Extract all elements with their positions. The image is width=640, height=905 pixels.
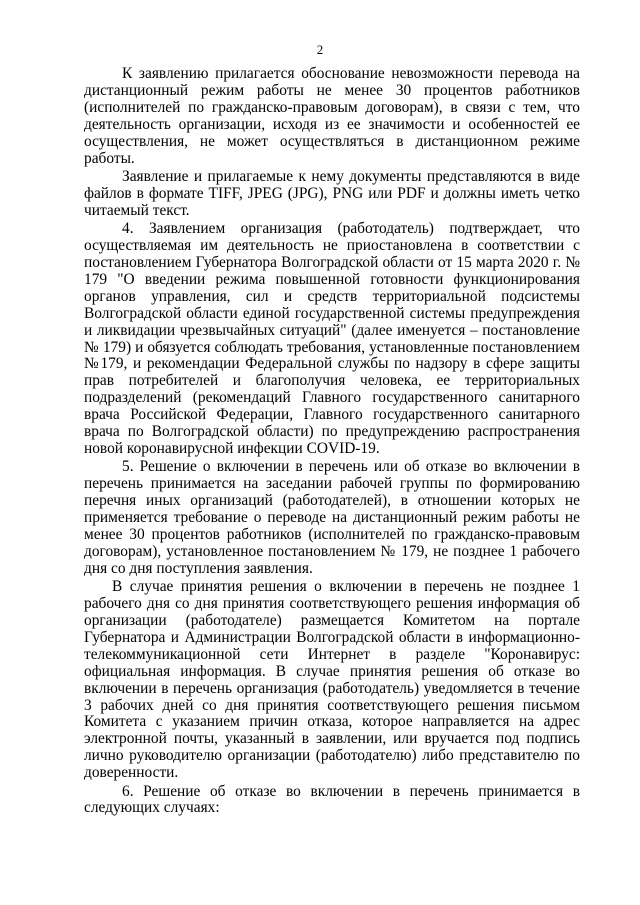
paragraph-justification: К заявлению прилагается обоснование невозможности перевода на дистанционный режим работы не менее 30 процентов работников (исполнителей по гражданско-правовым договорам), в связи с тем, что деятельность организации, исходя из ее значимости и особенностей ее осуществления, не может осуществляться в дистанционном режиме работы. <box>84 65 580 167</box>
paragraph-item-4: 4. Заявлением организация (работодатель) подтверждает, что осуществляемая им деятельность не приостановлена в соответствии с постановлением Губернатора Волгоградской области от 15 марта 2020 г. № 179 "О введении режима повышенной готовности функционирования органов управления, сил и средств территориальной подсистемы Волгоградской области единой государственной системы предупреждения и ликвидации чрезвычайных ситуаций" (далее именуется – постановление № 179) и обязуется соблюдать требования, установленные постановлением №179, и рекомендации Федеральной службы по надзору в сфере защиты прав потребителей и благополучия человека, ее территориальных подразделений (рекомендаций Главного государственного санитарного врача Российской Федерации, Главного государственного санитарного врача по Волгоградской области) по предупреждению распространения новой коронавирусной инфекции COVID-19. <box>84 220 580 457</box>
paragraph-inclusion-decision: В случае принятия решения о включении в перечень не позднее 1 рабочего дня со дня принятия соответствующего решения информация об организации (работодателе) размещается Комитетом на портале Губернатора и Администрации Волгоградской области в информационно-телекоммуникационной сети Интернет в разделе "Коронавирус: официальная информация. В случае принятия решения об отказе во включении в перечень организация (работодатель) уведомляется в течение 3 рабочих дней со дня принятия соответствующего решения письмом Комитета с указанием причин отказа, которое направляется на адрес электронной почты, указанный в заявлении, или вручается под подпись лично руководителю организации (работодателю) либо представителю по доверенности. <box>84 578 580 782</box>
paragraph-file-formats: Заявление и прилагаемые к нему документы представляются в виде файлов в формате TIFF, JPEG (JPG), PNG или PDF и должны иметь четко читаемый текст. <box>84 167 580 219</box>
paragraph-item-6: 6. Решение об отказе во включении в перечень принимается в следующих случаях: <box>84 782 580 817</box>
page-number: 2 <box>316 42 324 57</box>
paragraph-item-5: 5. Решение о включении в перечень или об отказе во включении в перечень принимается на заседании рабочей группы по формированию перечня иных организаций (работодателей), в отношении которых не применяется требование о переводе на дистанционный режим работы не менее 30 процентов работников (исполнителей по гражданско-правовым договорам), установленное постановлением № 179, не позднее 1 рабочего дня со дня поступления заявления. <box>84 458 580 577</box>
document-body <box>84 66 580 819</box>
